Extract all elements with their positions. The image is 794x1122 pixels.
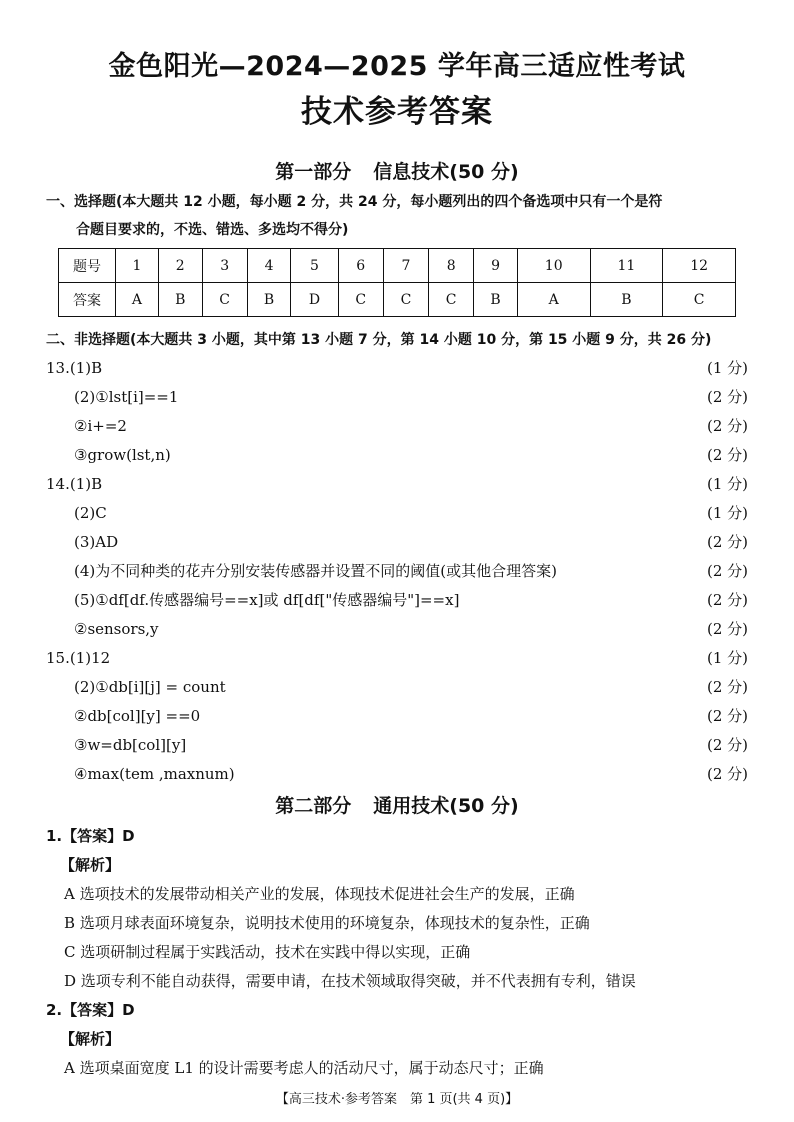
points: (2 分) [706, 707, 748, 725]
number-cell: 8 [429, 249, 474, 283]
analysis-line: C 选项研制过程属于实践活动，技术在实践中得以实现，正确 [64, 943, 471, 961]
points: (1 分) [706, 504, 748, 522]
number-cell: 9 [474, 249, 518, 283]
answer-item [0, 761, 794, 787]
answer-item [0, 355, 794, 381]
analysis-line: A 选项桌面宽度 L1 的设计需要考虑人的活动尺寸，属于动态尺寸；正确 [64, 1059, 544, 1077]
answer-text: 15.(1)12 [46, 649, 111, 667]
answer-cell: B [158, 283, 202, 317]
answer-item [0, 471, 794, 497]
answer-cell: C [202, 283, 247, 317]
number-cell: 1 [116, 249, 159, 283]
answer-item [0, 645, 794, 671]
answer-cell: C [383, 283, 428, 317]
number-cell: 5 [291, 249, 338, 283]
mc-answer-table [58, 248, 736, 317]
analysis-line: A 选项技术的发展带动相关产业的发展，体现技术促进社会生产的发展，正确 [64, 885, 575, 903]
answer-key-title: 技术参考答案 [301, 94, 493, 130]
answer-cell: D [291, 283, 338, 317]
exam-title: 金色阳光—2024—2025 学年高三适应性考试 [108, 51, 686, 82]
answer-cell: B [247, 283, 291, 317]
answer-text: ②i+=2 [74, 417, 127, 435]
row-label-number: 题号 [59, 249, 116, 283]
analysis-line: D 选项专利不能自动获得，需要申请，在技术领域取得突破，并不代表拥有专利，错误 [64, 972, 636, 990]
part2-subject: 通用技术(50 分) [373, 795, 519, 817]
number-cell: 6 [338, 249, 383, 283]
row-label-answer: 答案 [59, 283, 116, 317]
answer-cell: A [517, 283, 590, 317]
answer-item [0, 384, 794, 410]
mc-heading-line2: 合题目要求的，不选、错选、多选均不得分) [76, 222, 349, 238]
part1-label: 第一部分 [275, 161, 352, 183]
answer-item [0, 558, 794, 584]
analysis-line: B 选项月球表面环境复杂，说明技术使用的环境复杂，体现技术的复杂性，正确 [64, 914, 590, 932]
answer-text: ②sensors,y [74, 620, 159, 638]
points: (2 分) [706, 533, 748, 551]
points: (1 分) [706, 359, 748, 377]
number-cell: 2 [158, 249, 202, 283]
answer-cell: C [429, 283, 474, 317]
answer-item [0, 442, 794, 468]
answer-row [59, 283, 736, 317]
q2-analysis-label: 【解析】 [60, 1030, 121, 1048]
number-cell: 4 [247, 249, 291, 283]
nonmc-section-heading: 二、非选择题(本大题共 3 小题，其中第 13 小题 7 分，第 14 小题 10 分，第 15 小题 9 分，共 26 分) [46, 332, 712, 348]
part1-heading [0, 157, 794, 184]
points: (2 分) [706, 620, 748, 638]
points: (2 分) [706, 736, 748, 754]
answer-text: (2)①lst[i]==1 [74, 388, 179, 406]
answer-cell: B [474, 283, 518, 317]
answer-text: ③grow(lst,n) [74, 446, 171, 464]
points: (2 分) [706, 446, 748, 464]
answer-text: 14.(1)B [46, 475, 103, 493]
points: (2 分) [706, 417, 748, 435]
answer-text: ②db[col][y] ==0 [74, 707, 201, 725]
answer-item [0, 674, 794, 700]
mc-heading-line1: 一、选择题(本大题共 12 小题，每小题 2 分，共 24 分，每小题列出的四个备选项中只有一个是符 [46, 194, 663, 210]
answer-item [0, 703, 794, 729]
points: (1 分) [706, 649, 748, 667]
part1-subject: 信息技术(50 分) [373, 161, 519, 183]
mc-section-heading [46, 188, 766, 244]
answer-cell: C [338, 283, 383, 317]
points: (2 分) [706, 591, 748, 609]
number-cell: 3 [202, 249, 247, 283]
answer-text: (5)①df[df.传感器编号==x]或 df[df["传感器编号"]==x] [74, 591, 460, 609]
number-cell: 7 [383, 249, 428, 283]
answer-cell: A [116, 283, 159, 317]
answer-item [0, 500, 794, 526]
answer-text: 13.(1)B [46, 359, 103, 377]
number-cell: 12 [663, 249, 736, 283]
answer-item [0, 732, 794, 758]
points: (2 分) [706, 388, 748, 406]
number-cell: 11 [590, 249, 663, 283]
answer-text: ③w=db[col][y] [74, 736, 187, 754]
points: (2 分) [706, 765, 748, 783]
q1-answer: 1.【答案】D [46, 827, 135, 845]
part2-label: 第二部分 [275, 795, 352, 817]
answer-item [0, 616, 794, 642]
answer-text: (2)①db[i][j] = count [74, 678, 226, 696]
answer-text: ④max(tem ,maxnum) [74, 765, 235, 783]
answer-cell: C [663, 283, 736, 317]
answer-item [0, 413, 794, 439]
number-cell: 10 [517, 249, 590, 283]
page-footer: 【高三技术·参考答案 第 1 页(共 4 页)】 [275, 1092, 519, 1107]
question-number-row [59, 249, 736, 283]
points: (2 分) [706, 562, 748, 580]
points: (1 分) [706, 475, 748, 493]
answer-item [0, 529, 794, 555]
answer-text: (4)为不同种类的花卉分别安装传感器并设置不同的阈值(或其他合理答案) [74, 562, 557, 580]
points: (2 分) [706, 678, 748, 696]
q2-answer: 2.【答案】D [46, 1001, 135, 1019]
answer-text: (2)C [74, 504, 107, 522]
answer-item [0, 587, 794, 613]
answer-text: (3)AD [74, 533, 119, 551]
part2-heading [0, 791, 794, 818]
q1-analysis-label: 【解析】 [60, 856, 121, 874]
answer-cell: B [590, 283, 663, 317]
